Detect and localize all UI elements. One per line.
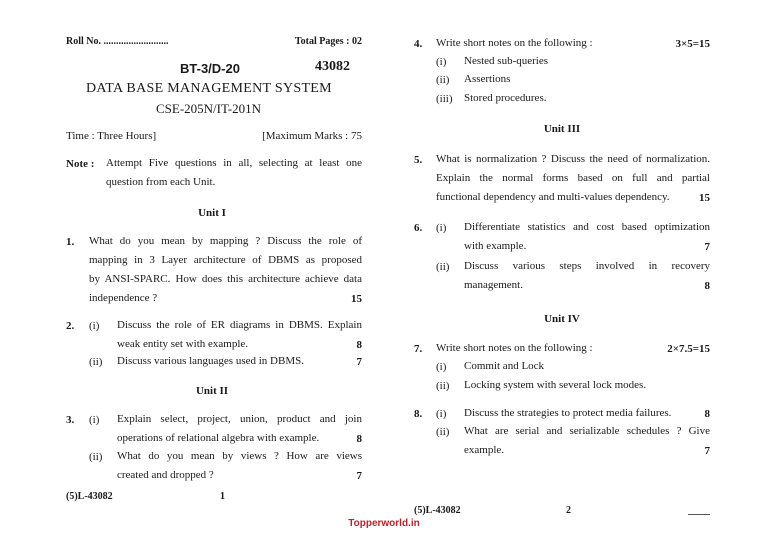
- question-number: 4.: [414, 38, 423, 50]
- question-line: Stored procedures.: [464, 92, 547, 104]
- question-line: Discuss various languages used in DBMS.: [117, 355, 304, 367]
- question-line: What do you mean by mapping ? Discuss the role of: [89, 235, 362, 247]
- question-line: with example.: [464, 240, 527, 252]
- question-line: example.: [464, 444, 505, 456]
- max-marks: [Maximum Marks : 75: [262, 130, 362, 142]
- sub-question-label: (ii): [436, 74, 450, 86]
- question-line: What do you mean by views ? How are views: [117, 450, 362, 462]
- time-label: Time : Three Hours]: [66, 130, 157, 142]
- question-line: Nested sub-queries: [464, 55, 549, 67]
- question-marks: 15: [699, 192, 710, 204]
- question-number: 2.: [66, 320, 75, 332]
- sub-question-label: (ii): [89, 451, 103, 463]
- sub-question-label: (i): [436, 361, 447, 373]
- exam-page-1: [62, 0, 362, 543]
- watermark: Topperworld.in: [348, 518, 420, 529]
- sub-question-label: (ii): [436, 426, 450, 438]
- question-line: operations of relational algebra with example.: [117, 432, 320, 444]
- sub-question-label: (iii): [436, 93, 453, 105]
- question-line: What is normalization ? Discuss the need of normalization.: [436, 153, 710, 165]
- roll-no: Roll No. ..........................: [66, 36, 169, 47]
- sub-question-label: (ii): [436, 261, 450, 273]
- paper-number: 43082: [315, 59, 350, 74]
- footer-code: (5)L-43082: [66, 491, 113, 502]
- question-number: 3.: [66, 414, 75, 426]
- page-number: 1: [220, 491, 225, 502]
- question-line: Discuss the strategies to protect media failures.: [464, 407, 672, 419]
- sub-question-label: (i): [436, 56, 447, 68]
- unit-3-heading: Unit III: [543, 123, 581, 135]
- note-line-2: question from each Unit.: [106, 176, 216, 188]
- question-line: Commit and Lock: [464, 360, 545, 372]
- subject-title: DATA BASE MANAGEMENT SYSTEM: [86, 81, 332, 96]
- question-line: by ANSI-SPARC. How does this architecture achieve data: [89, 273, 362, 285]
- unit-2-heading: Unit II: [195, 385, 229, 397]
- question-marks: 8: [356, 339, 362, 351]
- question-line: Write short notes on the following :: [436, 37, 593, 49]
- sub-question-label: (ii): [89, 356, 103, 368]
- unit-1-heading: Unit I: [198, 207, 226, 219]
- question-line: Discuss the role of ER diagrams in DBMS. Explain: [117, 319, 362, 331]
- question-line: Discuss various steps involved in recovery: [464, 260, 710, 272]
- question-marks: 8: [704, 280, 710, 292]
- question-number: 5.: [414, 154, 423, 166]
- sub-question-label: (i): [89, 320, 100, 332]
- total-pages: Total Pages : 02: [294, 36, 362, 47]
- question-line: What are serial and serializable schedules ? Give: [464, 425, 710, 437]
- note-label: Note :: [66, 158, 95, 170]
- sub-question-label: (i): [89, 414, 100, 426]
- question-marks: 8: [356, 433, 362, 445]
- question-line: Explain the normal forms based on full and partial: [436, 172, 710, 184]
- question-number: 7.: [414, 343, 423, 355]
- question-line: created and dropped ?: [117, 469, 214, 481]
- question-line: Assertions: [464, 73, 511, 85]
- unit-4-heading: Unit IV: [544, 313, 580, 325]
- question-marks: 7: [356, 470, 362, 482]
- question-line: Explain select, project, union, product and join: [117, 413, 362, 425]
- footer-code: (5)L-43082: [414, 505, 461, 516]
- question-marks: 15: [351, 293, 362, 305]
- question-marks: 7: [704, 445, 710, 457]
- page-number: 2: [566, 505, 571, 516]
- question-number: 6.: [414, 222, 423, 234]
- sub-question-label: (ii): [436, 380, 450, 392]
- question-marks: 3×5=15: [675, 38, 710, 50]
- paper-code: BT-3/D-20: [180, 61, 240, 76]
- question-number: 1.: [66, 236, 75, 248]
- question-line: Locking system with several lock modes.: [464, 379, 647, 391]
- question-number: 8.: [414, 408, 423, 420]
- question-line: weak entity set with example.: [117, 338, 249, 350]
- question-line: Differentiate statistics and cost based optimization: [464, 221, 710, 233]
- course-code: CSE-205N/IT-201N: [156, 101, 261, 116]
- question-marks: 7: [704, 241, 710, 253]
- note-line-1: Attempt Five questions in all, selecting at least one: [106, 157, 362, 169]
- question-marks: 7: [356, 356, 362, 368]
- question-line: Write short notes on the following :: [436, 342, 593, 354]
- question-line: functional dependency and multi-values dependency.: [436, 191, 670, 203]
- question-line: management.: [464, 279, 523, 291]
- question-line: independence ?: [89, 292, 158, 304]
- question-line: mapping in 3 Layer architecture of DBMS as proposed: [89, 254, 362, 266]
- sub-question-label: (i): [436, 222, 447, 234]
- exam-page-2: [414, 0, 710, 543]
- question-marks: 8: [704, 408, 710, 420]
- sub-question-label: (i): [436, 408, 447, 420]
- question-marks: 2×7.5=15: [667, 343, 710, 355]
- page-end-dash: [688, 514, 710, 515]
